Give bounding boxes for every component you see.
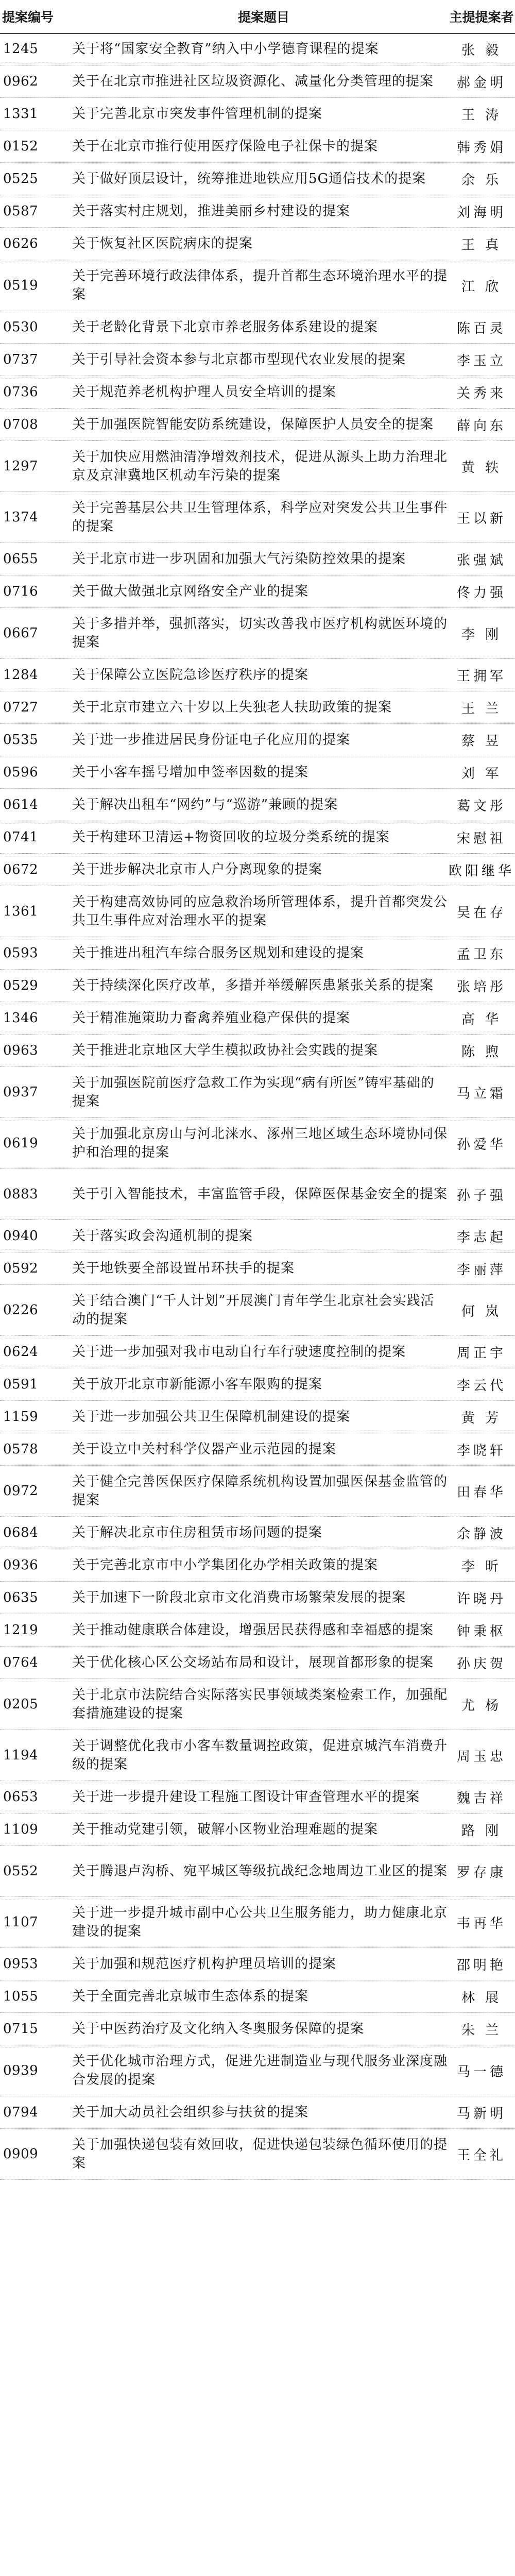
proposal-number: 0614: [3, 797, 39, 812]
table-row: [0, 1730, 515, 1781]
proposal-title: [72, 1368, 448, 1400]
proposal-title: [72, 1582, 448, 1614]
proposal-title: [72, 33, 448, 65]
proposal-title-text: 关于加强北京房山与河北涞水、涿州三地区域生态环境协同保护和治理的提案: [72, 1126, 448, 1160]
proposal-title-text: 关于推进北京地区大学生模拟政协社会实践的提案: [72, 1043, 379, 1058]
proposer-name: 王以新: [456, 511, 506, 527]
proposal-title-text: 关于进步解决北京市人户分离现象的提案: [72, 862, 323, 877]
proposal-title-text: 关于落实村庄规划，推进美丽乡村建设的提案: [72, 204, 351, 219]
proposer-name: 孙子强: [456, 1188, 506, 1204]
proposal-title-text: 关于放开北京市新能源小客车限购的提案: [72, 1377, 323, 1392]
proposer-name: 孟卫东: [456, 946, 506, 962]
proposal-title: [72, 1067, 448, 1117]
proposal-number: 0962: [3, 74, 39, 89]
proposal-title-text: 关于加强和规范医疗机构护理员培训的提案: [72, 1956, 337, 1972]
table-row: [0, 1368, 515, 1401]
proposal-title-text: 关于加强医院智能安防系统建设，保障医护人员安全的提案: [72, 417, 434, 432]
table-row: [0, 1980, 515, 2013]
table-row: [0, 970, 515, 1002]
proposal-title: [72, 492, 448, 543]
proposal-title: [72, 724, 448, 756]
proposal-number: 0794: [3, 2105, 39, 2120]
table-row: [0, 2013, 515, 2045]
proposal-title: [72, 2129, 448, 2179]
proposal-title-text: 关于解决北京市住房租赁市场问题的提案: [72, 1525, 323, 1540]
proposal-number: 0152: [3, 139, 39, 154]
proposer-name: 罗存康: [456, 1865, 506, 1880]
proposer-name: 余静波: [456, 1526, 506, 1542]
proposer-name: 张 毅: [461, 42, 502, 58]
proposer-name: 张强斌: [456, 552, 506, 568]
proposal-number: 1194: [3, 1748, 39, 1763]
proposal-title: [72, 691, 448, 723]
table-row: [0, 1067, 515, 1118]
table-row: [0, 2129, 515, 2180]
proposer-name: 林 展: [461, 1990, 502, 2006]
proposal-number: 0736: [3, 384, 39, 400]
proposal-number: 0519: [3, 278, 39, 293]
proposal-title: [72, 2096, 448, 2128]
proposal-title-text: 关于北京市建立六十岁以上失独老人扶助政策的提案: [72, 700, 392, 715]
proposal-number: 1107: [3, 1914, 39, 1930]
proposal-title-text: 关于多措并举，强抓落实，切实改善我市医疗机构就医环境的提案: [72, 616, 448, 650]
proposal-title-text: 关于加快应用燃油清净增效剂技术，促进从源头上助力治理北京及京津冀地区机动车污染的提案: [72, 449, 448, 483]
proposer-name: 许晓丹: [456, 1591, 506, 1607]
proposal-title-text: 关于持续深化医疗改革，多措并举缓解医患紧张关系的提案: [72, 978, 434, 993]
header-proposer: 主提提案者: [449, 10, 514, 25]
proposal-title: [72, 1002, 448, 1034]
proposal-title: [72, 1730, 448, 1781]
table-row: [0, 98, 515, 130]
proposal-title: [72, 1336, 448, 1368]
proposal-number: 0737: [3, 352, 39, 367]
proposer-name: 余 乐: [461, 172, 502, 188]
table-row: [0, 2045, 515, 2096]
table-row: [0, 1814, 515, 1846]
proposer-name: 李 刚: [461, 626, 502, 642]
table-row: [0, 260, 515, 311]
proposal-title-text: 关于进一步提升建设工程施工图设计审查管理水平的提案: [72, 1789, 420, 1805]
proposal-title: [72, 130, 448, 162]
proposal-title-text: 关于在北京市推进社区垃圾资源化、减量化分类管理的提案: [72, 74, 434, 89]
proposer-name: 田春华: [456, 1484, 506, 1500]
proposer-name: 欧阳继华: [448, 863, 514, 879]
table-row: [0, 441, 515, 492]
proposal-title-text: 关于地铁要全部设置吊环扶手的提案: [72, 1261, 295, 1276]
proposal-title-text: 关于规范养老机构护理人员安全培训的提案: [72, 384, 337, 400]
table-row: [0, 228, 515, 260]
proposal-title: [72, 98, 448, 130]
proposal-number: 0226: [3, 1302, 39, 1318]
proposal-title: [72, 1466, 448, 1516]
proposal-title: [72, 163, 448, 195]
proposal-title: [72, 756, 448, 788]
proposal-number: 0624: [3, 1344, 39, 1360]
proposal-number: 1284: [3, 667, 39, 683]
proposal-title: [72, 575, 448, 607]
proposal-number: 1055: [3, 1989, 39, 2004]
table-row: [0, 789, 515, 821]
proposal-title-text: 关于腾退卢沟桥、宛平城区等级抗战纪念地周边工业区的提案: [72, 1863, 448, 1879]
proposer-name: 王 真: [461, 237, 502, 253]
proposer-name: 李玉立: [456, 353, 506, 369]
proposal-number: 0716: [3, 584, 39, 599]
table-row: [0, 1252, 515, 1285]
proposal-title-text: 关于做大做强北京网络安全产业的提案: [72, 584, 309, 599]
proposer-name: 蔡 昱: [461, 733, 502, 749]
table-row: [0, 1582, 515, 1614]
proposer-name: 黄 芳: [461, 1410, 502, 1426]
proposal-title: [72, 1781, 448, 1813]
proposal-title: [72, 821, 448, 853]
proposer-name: 马一德: [456, 2064, 506, 2080]
proposal-number: 1331: [3, 106, 39, 122]
proposal-number: 0708: [3, 417, 39, 432]
table-row: [0, 163, 515, 195]
proposal-title: [72, 659, 448, 691]
table-row: [0, 33, 515, 65]
proposer-name: 陈百灵: [456, 320, 506, 336]
proposal-title-text: 关于完善基层公共卫生管理体系，科学应对突发公共卫生事件的提案: [72, 500, 448, 534]
proposal-title: [72, 1035, 448, 1066]
proposal-title: [72, 376, 448, 408]
proposer-name: 马立霜: [456, 1086, 506, 1101]
proposer-name: 路 刚: [461, 1823, 502, 1839]
proposal-number: 0936: [3, 1557, 39, 1573]
proposer-name: 关秀来: [456, 385, 506, 401]
table-header: [0, 0, 515, 34]
proposal-title-text: 关于解决出租车“网约”与“巡游”兼顾的提案: [72, 797, 338, 812]
table-row: [0, 492, 515, 543]
proposal-number: 0529: [3, 978, 39, 993]
table-row: [0, 376, 515, 409]
proposal-title-text: 关于恢复社区医院病床的提案: [72, 236, 253, 251]
proposal-number: 0727: [3, 700, 39, 715]
proposal-title-text: 关于完善北京市中小学集团化办学相关政策的提案: [72, 1557, 379, 1573]
table-row: [0, 1169, 515, 1220]
proposer-name: 江 欣: [461, 279, 502, 295]
table-row: [0, 1035, 515, 1067]
proposer-name: 李晓轩: [456, 1443, 506, 1459]
proposal-number: 0525: [3, 171, 39, 187]
proposal-title-text: 关于优化核心区公交场站布局和设计，展现首都形象的提案: [72, 1655, 434, 1670]
proposal-number: 0655: [3, 551, 39, 567]
proposal-title-text: 关于全面完善北京城市生态体系的提案: [72, 1989, 309, 2004]
proposal-title: [72, 1814, 448, 1845]
header-number: 提案编号: [2, 10, 54, 25]
proposal-title: [72, 1169, 448, 1219]
proposal-number: 0940: [3, 1228, 39, 1244]
proposal-title: [72, 2045, 448, 2096]
proposal-number: 0672: [3, 862, 39, 877]
proposer-name: 邵明艳: [456, 1957, 506, 1973]
proposal-number: 0764: [3, 1655, 39, 1670]
proposal-number: 0883: [3, 1187, 39, 1202]
proposal-title-text: 关于引导社会资本参与北京都市型现代农业发展的提案: [72, 352, 406, 367]
table-row: [0, 344, 515, 376]
proposal-number: 0530: [3, 319, 39, 335]
proposal-title-text: 关于加强医院前医疗急救工作为实现“病有所医”铸牢基础的提案: [72, 1075, 435, 1109]
table-row: [0, 854, 515, 886]
proposal-number: 1109: [3, 1822, 39, 1837]
proposal-number: 1361: [3, 904, 39, 919]
proposal-title-text: 关于推进出租汽车综合服务区规划和建设的提案: [72, 945, 365, 961]
proposal-title-text: 关于健全完善医保医疗保障系统机构设置加强医保基金监管的提案: [72, 1474, 448, 1508]
proposer-name: 葛文彤: [456, 798, 506, 814]
header-title: 提案题目: [237, 10, 289, 25]
proposal-title-text: 关于优化城市治理方式，促进先进制造业与现代服务业深度融合发展的提案: [72, 2054, 448, 2088]
proposal-title: [72, 970, 448, 1002]
proposal-title-text: 关于加强快递包装有效回收，促进快递包装绿色循环使用的提案: [72, 2137, 448, 2171]
proposal-title: [72, 441, 448, 492]
proposal-title-text: 关于加速下一阶段北京市文化消费市场繁荣发展的提案: [72, 1590, 406, 1605]
proposal-title-text: 关于引入智能技术，丰富监管手段，保障医保基金安全的提案: [72, 1187, 448, 1202]
table-row: [0, 575, 515, 608]
proposal-title: [72, 1846, 448, 1896]
proposal-title: [72, 195, 448, 227]
proposal-table-body: [0, 33, 515, 2180]
proposer-name: 刘海明: [456, 205, 506, 221]
proposal-title: [72, 937, 448, 969]
proposal-title: [72, 608, 448, 658]
proposal-number: 0972: [3, 1483, 39, 1499]
proposal-number: 1245: [3, 41, 39, 57]
proposal-title: [72, 344, 448, 376]
proposal-number: 0939: [3, 2063, 39, 2078]
proposal-title-text: 关于北京市法院结合实际落实民事领域类案检索工作，加强配套措施建设的提案: [72, 1687, 448, 1721]
proposer-name: 钟秉枢: [456, 1623, 506, 1639]
table-row: [0, 1466, 515, 1517]
proposal-title-text: 关于进一步提升城市副中心公共卫生服务能力，助力健康北京建设的提案: [72, 1905, 448, 1939]
proposal-title-text: 关于构建环卫清运+物资回收的垃圾分类系统的提案: [72, 829, 390, 845]
proposer-name: 何 岚: [461, 1303, 502, 1319]
proposer-name: 吴在存: [456, 905, 506, 921]
table-row: [0, 1118, 515, 1169]
proposal-number: 0635: [3, 1590, 39, 1605]
proposal-title-text: 关于完善北京市突发事件管理机制的提案: [72, 106, 323, 122]
proposal-title-text: 关于进一步推进居民身份证电子化应用的提案: [72, 732, 351, 748]
table-row: [0, 937, 515, 970]
table-row: [0, 65, 515, 98]
table-row: [0, 821, 515, 854]
proposal-title-text: 关于调整优化我市小客车数量调控政策，促进京城汽车消费升级的提案: [72, 1738, 448, 1772]
proposal-title: [72, 1517, 448, 1549]
proposal-title-text: 关于中医药治疗及文化纳入冬奥服务保障的提案: [72, 2021, 365, 2037]
proposal-number: 0591: [3, 1377, 39, 1392]
proposal-title: [72, 1285, 448, 1335]
proposal-number: 1159: [3, 1409, 39, 1425]
proposal-title: [72, 1252, 448, 1284]
proposer-name: 李丽萍: [456, 1262, 506, 1278]
proposer-name: 黄 轶: [461, 460, 502, 476]
table-row: [0, 1002, 515, 1035]
table-row: [0, 1781, 515, 1814]
proposal-title: [72, 1647, 448, 1679]
proposer-name: 张培彤: [456, 979, 506, 995]
proposal-number: 0205: [3, 1697, 39, 1712]
proposal-number: 0653: [3, 1789, 39, 1805]
proposal-title-text: 关于进一步加强公共卫生保障机制建设的提案: [72, 1409, 351, 1425]
proposal-title: [72, 1401, 448, 1433]
proposer-name: 尤 杨: [461, 1698, 502, 1714]
proposer-name: 李 昕: [461, 1558, 502, 1574]
proposal-title-text: 关于精准施策助力畜禽养殖业稳产保供的提案: [72, 1010, 351, 1026]
proposal-title: [72, 1980, 448, 2012]
proposer-name: 韩秀娟: [456, 140, 506, 156]
proposal-title: [72, 1118, 448, 1168]
proposal-title-text: 关于加大动员社会组织参与扶贫的提案: [72, 2105, 309, 2120]
proposal-number: 1219: [3, 1622, 39, 1638]
proposal-number: 0587: [3, 204, 39, 219]
table-row: [0, 1336, 515, 1368]
proposal-number: 0619: [3, 1136, 39, 1151]
table-row: [0, 311, 515, 344]
proposal-number: 0596: [3, 765, 39, 780]
proposer-name: 郝金明: [456, 75, 506, 91]
table-row: [0, 1401, 515, 1433]
proposal-title: [72, 1614, 448, 1646]
proposal-title-text: 关于进一步加强对我市电动自行车行驶速度控制的提案: [72, 1344, 406, 1360]
table-row: [0, 1220, 515, 1252]
proposer-name: 王 涛: [461, 107, 502, 123]
proposal-number: 0626: [3, 236, 39, 251]
proposal-title: [72, 1679, 448, 1730]
proposal-number: 0593: [3, 945, 39, 961]
proposer-name: 刘 军: [461, 766, 502, 782]
proposal-number: 0552: [3, 1863, 39, 1879]
proposer-name: 周正宇: [456, 1345, 506, 1361]
proposer-name: 孙爱华: [456, 1137, 506, 1153]
proposer-name: 周玉忠: [456, 1749, 506, 1765]
proposal-title-text: 关于小客车摇号增加申签率因数的提案: [72, 765, 309, 780]
proposer-name: 李志起: [456, 1229, 506, 1245]
proposal-number: 0535: [3, 732, 39, 748]
proposal-number: 0715: [3, 2021, 39, 2037]
proposer-name: 王 兰: [461, 701, 502, 717]
proposal-title-text: 关于北京市进一步巩固和加强大气污染防控效果的提案: [72, 551, 406, 567]
proposal-title: [72, 311, 448, 343]
proposer-name: 朱 兰: [461, 2022, 502, 2038]
table-row: [0, 1517, 515, 1549]
proposal-title: [72, 260, 448, 311]
table-row: [0, 1948, 515, 1980]
proposer-name: 王全礼: [456, 2147, 506, 2163]
proposal-title: [72, 1433, 448, 1465]
proposal-title-text: 关于完善环境行政法律体系，提升首都生态环境治理水平的提案: [72, 268, 448, 302]
table-row: [0, 1433, 515, 1466]
proposer-name: 王拥军: [456, 668, 506, 684]
proposer-name: 魏吉祥: [456, 1790, 506, 1806]
proposer-name: 李云代: [456, 1378, 506, 1394]
table-row: [0, 724, 515, 756]
proposal-title-text: 关于落实政会沟通机制的提案: [72, 1228, 253, 1244]
proposal-number: 1297: [3, 459, 39, 474]
proposal-number: 0909: [3, 2146, 39, 2162]
table-row: [0, 409, 515, 441]
proposal-number: 0937: [3, 1084, 39, 1100]
table-row: [0, 1846, 515, 1897]
proposal-title-text: 关于在北京市推行使用医疗保险电子社保卡的提案: [72, 139, 379, 154]
proposer-name: 薛向东: [456, 418, 506, 434]
proposal-title: [72, 1897, 448, 1947]
proposal-number: 1346: [3, 1010, 39, 1026]
proposal-number: 0953: [3, 1956, 39, 1972]
proposal-title-text: 关于保障公立医院急诊医疗秩序的提案: [72, 667, 309, 683]
proposal-title-text: 关于构建高效协同的应急救治场所管理体系，提升首都突发公共卫生事件应对治理水平的提案: [72, 894, 448, 928]
proposal-number: 0592: [3, 1261, 39, 1276]
proposal-number: 0667: [3, 625, 39, 641]
proposal-title-text: 关于推动党建引领，破解小区物业治理难题的提案: [72, 1822, 379, 1837]
table-row: [0, 608, 515, 659]
proposal-title: [72, 1549, 448, 1581]
proposal-title: [72, 2013, 448, 2045]
table-row: [0, 195, 515, 228]
proposal-title: [72, 789, 448, 821]
proposal-number: 0741: [3, 829, 39, 845]
table-row: [0, 1647, 515, 1679]
proposer-name: 佟力强: [456, 585, 506, 601]
table-row: [0, 691, 515, 724]
proposal-title: [72, 409, 448, 440]
table-row: [0, 1614, 515, 1647]
table-row: [0, 1897, 515, 1948]
proposal-title-text: 关于设立中关村科学仪器产业示范园的提案: [72, 1442, 337, 1457]
proposal-title: [72, 1948, 448, 1980]
table-row: [0, 2096, 515, 2129]
proposal-title-text: 关于老龄化背景下北京市养老服务体系建设的提案: [72, 319, 379, 335]
table-row: [0, 1285, 515, 1336]
proposal-title-text: 关于做好顶层设计，统筹推进地铁应用5G通信技术的提案: [72, 171, 426, 187]
proposal-number: 0578: [3, 1442, 39, 1457]
proposer-name: 马新明: [456, 2106, 506, 2122]
proposer-name: 高 华: [461, 1011, 502, 1027]
proposal-number: 1374: [3, 510, 39, 525]
table-row: [0, 659, 515, 691]
table-row: [0, 543, 515, 575]
proposer-name: 陈 煦: [461, 1044, 502, 1060]
proposal-title: [72, 65, 448, 97]
proposal-title: [72, 543, 448, 575]
table-row: [0, 756, 515, 789]
proposer-name: 孙庆贺: [456, 1656, 506, 1672]
table-row: [0, 1549, 515, 1582]
proposal-number: 0963: [3, 1043, 39, 1058]
proposal-title: [72, 854, 448, 886]
proposer-name: 韦再华: [456, 1916, 506, 1931]
table-row: [0, 130, 515, 163]
proposal-title: [72, 886, 448, 937]
proposal-title: [72, 1220, 448, 1252]
table-row: [0, 1679, 515, 1730]
proposal-title-text: 关于将“国家安全教育”纳入中小学德育课程的提案: [72, 41, 379, 57]
proposer-name: 宋慰祖: [456, 831, 506, 846]
proposal-number: 0684: [3, 1525, 39, 1540]
table-row: [0, 886, 515, 937]
proposal-title: [72, 228, 448, 260]
proposal-title-text: 关于结合澳门“千人计划”开展澳门青年学生北京社会实践活动的提案: [72, 1293, 435, 1327]
proposal-title-text: 关于推动健康联合体建设，增强居民获得感和幸福感的提案: [72, 1622, 434, 1638]
